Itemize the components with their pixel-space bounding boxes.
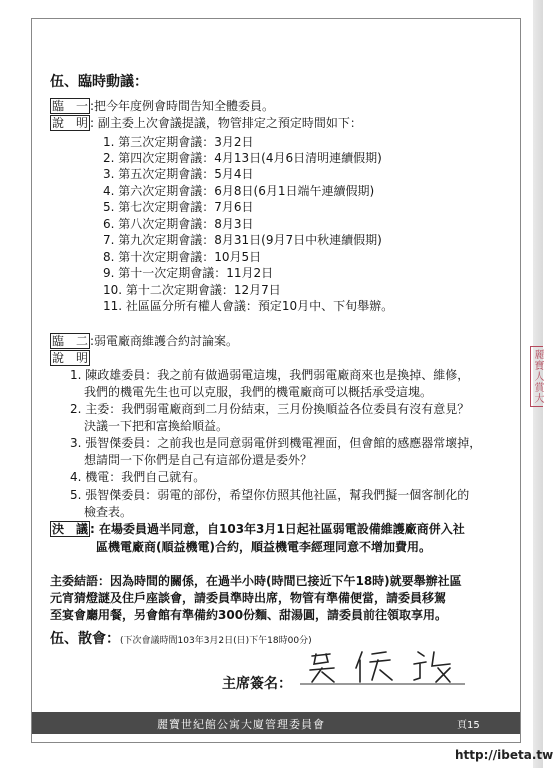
meeting-item: 10. 第十二次定期會議：12月7日: [103, 283, 281, 297]
item1-explain-text: : 副主委上次會議提議，物管排定之預定時間如下：: [90, 116, 362, 130]
footer-bar: [32, 712, 520, 734]
item1-title: :把今年度例會時間告知全體委員。: [90, 99, 275, 113]
item2-tag: 臨 二: [52, 334, 89, 348]
item2-explain-tag: 說 明: [52, 351, 89, 365]
meeting-item: 8. 第十次定期會議：10月5日: [103, 250, 262, 264]
adjourn-label: 伍、散會：: [50, 631, 120, 647]
item2-title: :弱電廠商維護合約討論案。: [90, 334, 239, 348]
side-stamp: 麗寶人賞大: [530, 346, 543, 407]
meeting-item: 2. 第四次定期會議：4月13日(4月6日清明連續假期): [103, 151, 382, 165]
item1-row: [50, 99, 274, 113]
section-header-extempore: 伍、臨時動議：: [50, 74, 148, 90]
discussion-line: 我們的機電先生也可以克服，我們的機電廠商可以概括承受這塊。: [84, 385, 433, 399]
item1-explain-tag: 說 明: [52, 116, 89, 130]
discussion-line: 4. 機電：我們自己就有。: [70, 470, 206, 484]
adjourn-row: [50, 632, 312, 648]
closing-line: 元宵猜燈謎及住戶座談會，請委員準時出席，物管有準備便當，請委員移駕: [50, 591, 447, 605]
adjourn-note: (下次會議時間103年3月2日(日)下午18時00分): [120, 636, 312, 646]
meeting-item: 1. 第三次定期會議：3月2日: [103, 135, 254, 149]
discussion-line: 想請問一下你們是自己有這部份還是委外？: [84, 453, 313, 467]
signature-label: 主席簽名：: [222, 676, 292, 692]
discussion-line: 5. 張智傑委員：弱電的部份，希望你仿照其他社區，幫我們擬一個客制化的: [70, 488, 470, 502]
discussion-line: 3. 張智傑委員：之前我也是同意弱電併到機電裡面，但會館的感應器常壞掉，: [70, 436, 482, 450]
meeting-item: 7. 第九次定期會議：8月31日(9月7日中秋連續假期): [103, 233, 382, 247]
discussion-line: 1. 陳政雄委員：我之前有做過弱電這塊，我們弱電廠商來也是換掉、維修，: [70, 368, 470, 382]
closing-line: 主委結語：因為時間的關係，在過半小時(時間已接近下午18時)就要舉辦社區: [50, 574, 462, 588]
resolution-row: [50, 522, 465, 536]
resolution-tag: 決 議: [52, 522, 89, 536]
meeting-item: 9. 第十一次定期會議：11月2日: [103, 266, 274, 280]
discussion-line: 2. 主委：我們弱電廠商到二月份結束，三月份換順益各位委員有沒有意見？: [70, 402, 470, 416]
meeting-item: 3. 第五次定期會議：5月4日: [103, 167, 254, 181]
meeting-item: 11. 社區區分所有權人會議：預定10月中、下旬舉辦。: [103, 299, 394, 313]
item1-tag: 臨 一: [52, 99, 89, 113]
discussion-line: 檢查表。: [84, 505, 133, 519]
watermark-url: http://ibeta.tw: [455, 748, 553, 762]
meeting-item: 5. 第七次定期會議：7月6日: [103, 200, 254, 214]
closing-line: 至宴會廳用餐，另會館有準備約300份麵、甜湯圓，請委員前往領取享用。: [50, 608, 448, 622]
footer-page-number: 頁15: [457, 720, 480, 731]
item2-explain-row: [50, 351, 90, 365]
footer-committee-name: 麗寶世紀館公寓大廈管理委員會: [157, 718, 325, 731]
discussion-line: 決議一下把和富換給順益。: [84, 419, 229, 433]
resolution-text-1: : 在場委員過半同意，自103年3月1日起社區弱電設備維護廠商併入社: [90, 522, 465, 536]
resolution-text-2: 區機電廠商(順益機電)合約，順益機電李經理同意不增加費用。: [96, 540, 431, 554]
chairman-signature: [300, 642, 470, 702]
item2-row: [50, 334, 238, 348]
item1-explain-row: [50, 116, 362, 130]
meeting-item: 4. 第六次定期會議：6月8日(6月1日端午連續假期): [103, 184, 375, 198]
meeting-item: 6. 第八次定期會議：8月3日: [103, 217, 254, 231]
